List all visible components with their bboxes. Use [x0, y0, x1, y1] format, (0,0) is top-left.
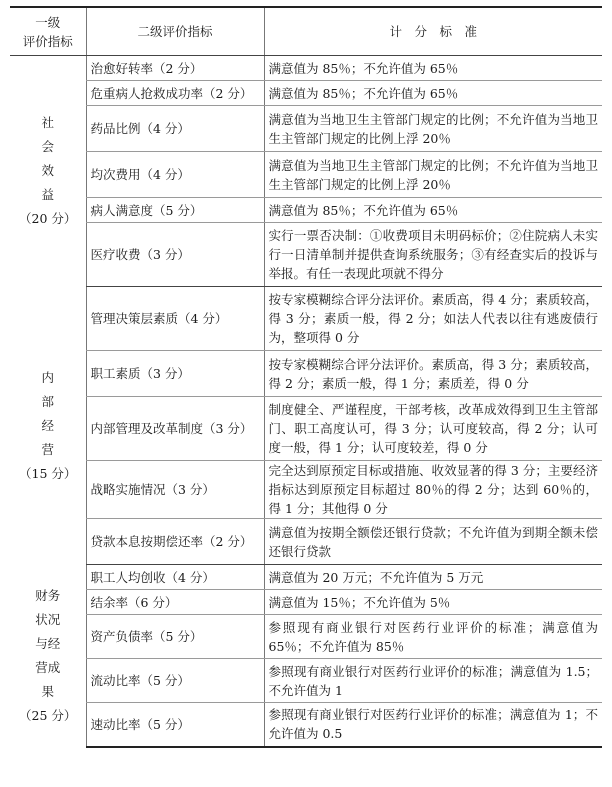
scoring-standard: 满意值为当地卫生主管部门规定的比例；不允许值为当地卫生主管部门规定的比例上浮 20％	[264, 152, 602, 198]
scoring-standard: 制度健全、严谨程度，干部考核，改革成效得到卫生主管部门、职工高度认可，得 3 分；认可度较高，得 2 分；认可度一般，得 1 分；认可度较差，得 0 分	[264, 397, 602, 461]
evaluation-table	[10, 6, 602, 748]
table-row	[10, 152, 602, 198]
scoring-standard: 参照现有商业银行对医药行业评价的标准；满意值为 1.5；不允许值为 1	[264, 659, 602, 703]
table-row	[10, 56, 602, 81]
header-level2: 二级评价指标	[86, 7, 264, 56]
level2-indicator: 流动比率（5 分）	[86, 659, 264, 703]
table-row	[10, 397, 602, 461]
level1-category	[10, 56, 86, 287]
table-header	[10, 7, 602, 56]
level1-label: 社 会 效 益 （20 分）	[19, 115, 77, 227]
level2-indicator: 职工素质（3 分）	[86, 351, 264, 397]
level2-indicator: 职工人均创收（4 分）	[86, 565, 264, 590]
table-row	[10, 351, 602, 397]
level2-indicator: 管理决策层素质（4 分）	[86, 287, 264, 351]
level2-indicator: 内部管理及改革制度（3 分）	[86, 397, 264, 461]
table-row	[10, 287, 602, 351]
level2-indicator: 结余率（6 分）	[86, 590, 264, 615]
scoring-standard: 满意值为 85％；不允许值为 65％	[264, 56, 602, 81]
header-level1: 一级 评价指标	[10, 7, 86, 56]
level2-indicator: 速动比率（5 分）	[86, 703, 264, 747]
level2-indicator: 病人满意度（5 分）	[86, 198, 264, 223]
table-row	[10, 106, 602, 152]
scoring-standard: 满意值为 15％；不允许值为 5％	[264, 590, 602, 615]
scoring-standard: 按专家模糊综合评分法评价。素质高，得 3 分；素质较高，得 2 分；素质一般，得 1 分；素质差，得 0 分	[264, 351, 602, 397]
level2-indicator: 医疗收费（3 分）	[86, 223, 264, 287]
table-row	[10, 565, 602, 590]
table-row	[10, 659, 602, 703]
scoring-standard: 参照现有商业银行对医药行业评价的标准；满意值为 1；不允许值为 0.5	[264, 703, 602, 747]
table-row	[10, 461, 602, 519]
level1-label: 内 部 经 营 （15 分）	[19, 369, 77, 481]
table-body	[10, 56, 602, 747]
scoring-standard: 参照现有商业银行对医药行业评价的标准；满意值为 65％；不允许值为 85％	[264, 615, 602, 659]
level2-indicator: 危重病人抢救成功率（2 分）	[86, 81, 264, 106]
table-row	[10, 703, 602, 747]
scoring-standard: 完全达到原预定目标或措施、收效显著的得 3 分；主要经济指标达到原预定目标超过 80％的得 2 分；达到 60％的，得 1 分；其他得 0 分	[264, 461, 602, 519]
scoring-standard: 按专家模糊综合评分法评价。素质高，得 4 分；素质较高，得 3 分；素质一般，得 2 分；如法人代表以往有逃废债行为，整项得 0 分	[264, 287, 602, 351]
header-standard: 计 分 标 准	[264, 7, 602, 56]
table-row	[10, 223, 602, 287]
table-row	[10, 519, 602, 565]
level2-indicator: 均次费用（4 分）	[86, 152, 264, 198]
scoring-standard: 实行一票否决制：①收费项目未明码标价；②住院病人未实行一日清单制并提供查询系统服务；③有经查实后的投诉与举报。有任一表现此项就不得分	[264, 223, 602, 287]
table-row	[10, 615, 602, 659]
level1-label: 财务 状况 与经 营成 果 （25 分）	[19, 587, 77, 723]
scoring-standard: 满意值为 85％；不允许值为 65％	[264, 81, 602, 106]
scoring-standard: 满意值为按期全额偿还银行贷款；不允许值为到期全额未偿还银行贷款	[264, 519, 602, 565]
level2-indicator: 战略实施情况（3 分）	[86, 461, 264, 519]
scoring-standard: 满意值为 20 万元；不允许值为 5 万元	[264, 565, 602, 590]
level2-indicator: 治愈好转率（2 分）	[86, 56, 264, 81]
level2-indicator: 贷款本息按期偿还率（2 分）	[86, 519, 264, 565]
scoring-standard: 满意值为当地卫生主管部门规定的比例；不允许值为当地卫生主管部门规定的比例上浮 20％	[264, 106, 602, 152]
level2-indicator: 资产负债率（5 分）	[86, 615, 264, 659]
table-row	[10, 81, 602, 106]
scoring-standard: 满意值为 85％；不允许值为 65％	[264, 198, 602, 223]
table-row	[10, 590, 602, 615]
table-row	[10, 198, 602, 223]
level2-indicator: 药品比例（4 分）	[86, 106, 264, 152]
level1-category	[10, 287, 86, 565]
level1-category	[10, 565, 86, 747]
